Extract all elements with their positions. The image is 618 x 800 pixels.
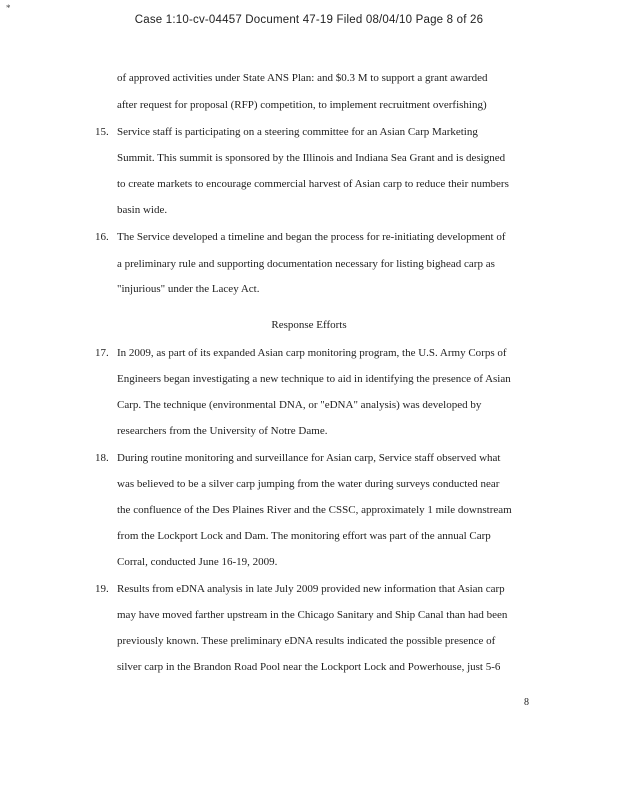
item-16-line-3: "injurious" under the Lacey Act.	[117, 283, 260, 295]
item-17-line-4: researchers from the University of Notre Dame.	[117, 425, 328, 437]
item-17-line-3: Carp. The technique (environmental DNA, or "eDNA" analysis) was developed by	[117, 399, 482, 411]
item-18-line-3: the confluence of the Des Plaines River and the CSSC, approximately 1 mile downstream	[117, 504, 512, 516]
item-18-number: 18.	[95, 452, 109, 464]
item-19-line-2: may have moved farther upstream in the Chicago Sanitary and Ship Canal than had been	[117, 609, 508, 621]
item-18-line-5: Corral, conducted June 16-19, 2009.	[117, 556, 278, 568]
case-header: Case 1:10-cv-04457 Document 47-19 Filed 08/04/10 Page 8 of 26	[134, 14, 484, 26]
item-15-number: 15.	[95, 126, 109, 138]
item-19-line-4: silver carp in the Brandon Road Pool near the Lockport Lock and Powerhouse, just 5-6	[117, 661, 501, 673]
continuation-line-1: of approved activities under State ANS Plan: and $0.3 M to support a grant awarded	[117, 72, 488, 84]
item-19-line-3: previously known. These preliminary eDNA results indicated the possible presence of	[117, 635, 496, 647]
item-18-line-4: from the Lockport Lock and Dam. The monitoring effort was part of the annual Carp	[117, 530, 491, 542]
item-17-line-2: Engineers began investigating a new technique to aid in identifying the presence of Asian	[117, 373, 511, 385]
item-17-line-1: In 2009, as part of its expanded Asian carp monitoring program, the U.S. Army Corps of	[117, 347, 507, 359]
section-heading: Response Efforts	[271, 319, 347, 331]
item-18-line-2: was believed to be a silver carp jumping from the water during surveys conducted near	[117, 478, 500, 490]
item-16-line-2: a preliminary rule and supporting documentation necessary for listing bighead carp as	[117, 258, 495, 270]
item-16-number: 16.	[95, 231, 109, 243]
corner-mark: *	[6, 3, 11, 13]
item-15-line-1: Service staff is participating on a steering committee for an Asian Carp Marketing	[117, 126, 478, 138]
item-15-line-2: Summit. This summit is sponsored by the Illinois and Indiana Sea Grant and is designed	[117, 152, 506, 164]
item-17-number: 17.	[95, 347, 109, 359]
page-number: 8	[524, 697, 529, 708]
item-18-line-1: During routine monitoring and surveillance for Asian carp, Service staff observed what	[117, 452, 501, 464]
item-19-number: 19.	[95, 583, 109, 595]
continuation-line-2: after request for proposal (RFP) competition, to implement recruitment overfishing)	[117, 99, 487, 111]
item-19-line-1: Results from eDNA analysis in late July 2009 provided new information that Asian carp	[117, 583, 505, 595]
item-16-line-1: The Service developed a timeline and began the process for re-initiating development of	[117, 231, 506, 243]
item-15-line-4: basin wide.	[117, 204, 168, 216]
item-15-line-3: to create markets to encourage commercial harvest of Asian carp to reduce their numbers	[117, 178, 509, 190]
